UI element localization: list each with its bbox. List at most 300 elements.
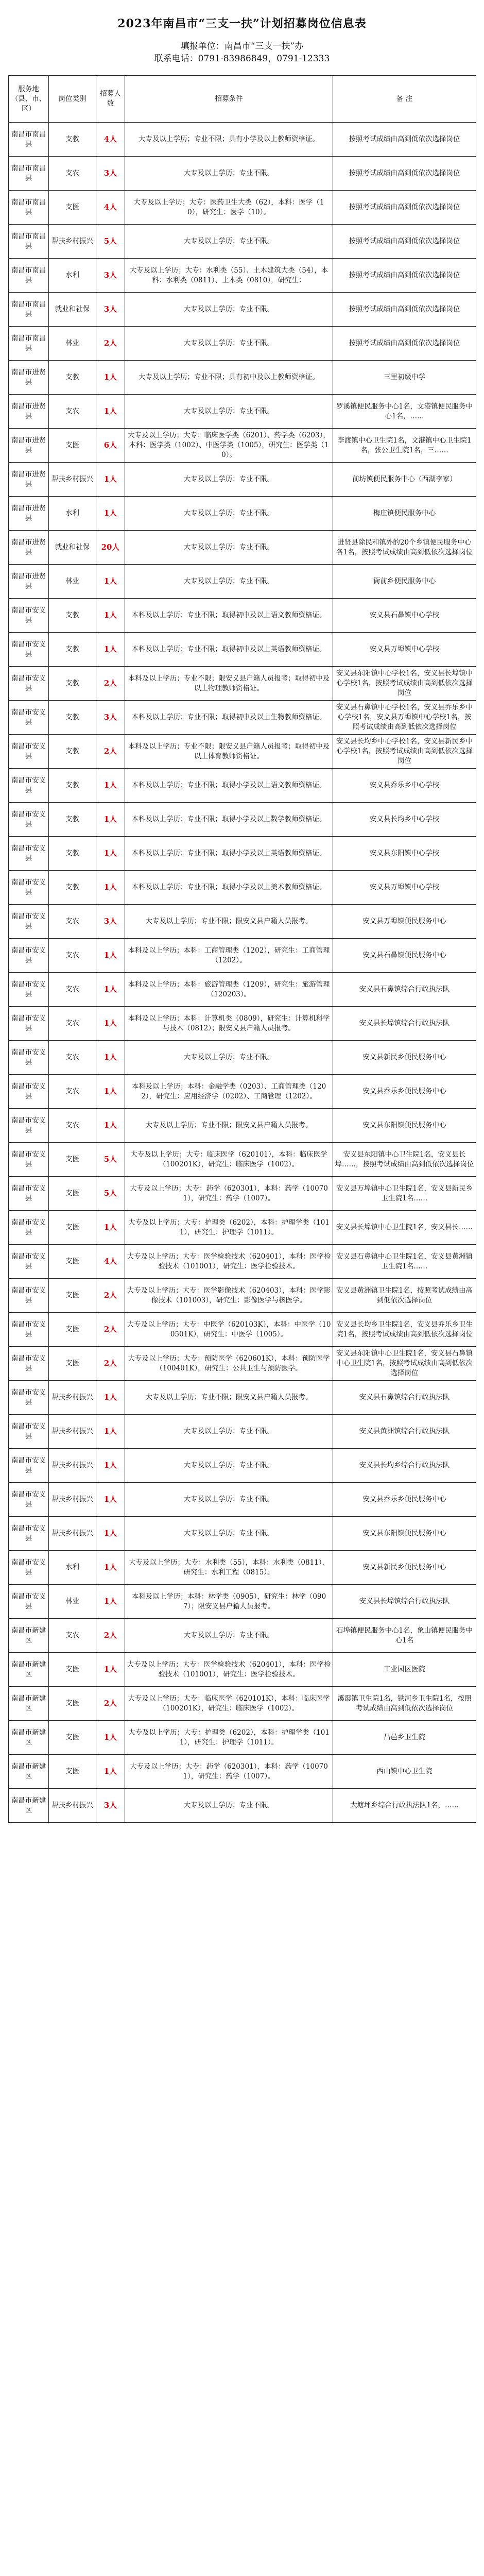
area-cell: 南昌市进贤县 [9,531,49,565]
area-cell: 南昌市安义县 [9,905,49,939]
table-row [9,769,476,803]
category-cell: 支农 [49,1075,96,1109]
conditions-cell: 大专及以上学历；大专：水利类（55），本科：水利类（0811），研究生：水利工程（0815）。 [125,1551,333,1585]
area-cell: 南昌市新建区 [9,1619,49,1653]
area-cell: 南昌市进贤县 [9,565,49,599]
count-cell: 1人 [96,599,125,633]
category-cell: 就业和社保 [49,531,96,565]
conditions-cell: 大专及以上学历；专业不限。 [125,1517,333,1551]
area-cell: 南昌市安义县 [9,735,49,769]
area-cell: 南昌市安义县 [9,871,49,905]
notes-cell: 安义县长均乡中心学校1名，安义县新民乡中心学校1名，按照考试成绩由高到低依次选择岗位 [333,735,476,769]
notes-cell: 安义县长埠镇综合行政执法队 [333,1007,476,1041]
notes-cell: 安义县东阳镇中心卫生院1名，安义县石鼻镇中心卫生院1名，按照考试成绩由高到低依次选择岗位 [333,1347,476,1381]
area-cell: 南昌市南昌县 [9,293,49,327]
notes-cell: 前坊镇便民服务中心（西湖李家） [333,463,476,497]
area-cell: 南昌市安义县 [9,803,49,837]
notes-cell: 安义县石鼻镇综合行政执法队 [333,1381,476,1415]
area-cell: 南昌市安义县 [9,1415,49,1449]
category-cell: 水利 [49,497,96,531]
notes-cell: 安义县石鼻镇综合行政执法队 [333,973,476,1007]
conditions-cell: 大专及以上学历；专业不限。 [125,1415,333,1449]
category-cell: 支农 [49,157,96,191]
notes-cell: 安义县万埠镇中心学校 [333,633,476,667]
conditions-cell: 大专及以上学历；专业不限；限安义县户籍人员报考。 [125,905,333,939]
table-row [9,429,476,463]
notes-cell: 按照考试成绩由高到低依次选择岗位 [333,259,476,293]
category-cell: 支教 [49,735,96,769]
area-cell: 南昌市安义县 [9,939,49,973]
table-row [9,1789,476,1823]
table-row [9,1415,476,1449]
area-cell: 南昌市安义县 [9,769,49,803]
notes-cell: 罗溪镇便民服务中心1名，文港镇便民服务中心1名，…… [333,395,476,429]
table-row [9,871,476,905]
count-cell: 2人 [96,1619,125,1653]
conditions-cell: 本科及以上学历；专业不限；取得小学及以上英语教师资格证。 [125,837,333,871]
category-cell: 支医 [49,1279,96,1313]
notes-cell: 安义县长均乡卫生院1名，安义县乔乐乡卫生院1名，按照考试成绩由高到低依次选择岗位 [333,1313,476,1347]
category-cell: 帮扶乡村振兴 [49,1483,96,1517]
conditions-cell: 本科及以上学历；本科：林学类（0905），研究生：林学（0907）；限安义县户籍人员报考。 [125,1585,333,1619]
count-cell: 1人 [96,361,125,395]
area-cell: 南昌市新建区 [9,1653,49,1687]
conditions-cell: 本科及以上学历；专业不限；取得初中及以上生物教师资格证。 [125,701,333,735]
table-row [9,1177,476,1211]
category-cell: 支教 [49,361,96,395]
notes-cell: 安义县长埠镇中心卫生院1名，安义县长…… [333,1211,476,1245]
conditions-cell: 大专及以上学历；专业不限。 [125,225,333,259]
category-cell: 支教 [49,871,96,905]
area-cell: 南昌市安义县 [9,599,49,633]
positions-table [8,75,476,1823]
header-area: 服务地（县、市、区） [9,76,49,123]
table-row [9,395,476,429]
count-cell: 2人 [96,735,125,769]
table-row [9,1721,476,1755]
notes-cell: 西山镇中心卫生院 [333,1755,476,1789]
category-cell: 支农 [49,905,96,939]
document-title: 2023年南昌市“三支一扶”计划招募岗位信息表 [117,17,367,30]
count-cell: 3人 [96,293,125,327]
category-cell: 帮扶乡村振兴 [49,1381,96,1415]
count-cell: 4人 [96,191,125,225]
notes-cell: 安义县乔乐乡便民服务中心 [333,1075,476,1109]
table-row [9,225,476,259]
notes-cell: 安义县长均乡综合行政执法队 [333,1449,476,1483]
table-row [9,1483,476,1517]
area-cell: 南昌市新建区 [9,1755,49,1789]
count-cell: 1人 [96,497,125,531]
notes-cell: 按照考试成绩由高到低依次选择岗位 [333,123,476,157]
table-row [9,905,476,939]
conditions-cell: 大专及以上学历；专业不限。 [125,327,333,361]
area-cell: 南昌市新建区 [9,1789,49,1823]
conditions-cell: 大专及以上学历；专业不限。 [125,565,333,599]
count-cell: 20人 [96,531,125,565]
conditions-cell: 大专及以上学历；大专：中医学（620103K），本科：中医学（100501K），研究生：中医学（1005）。 [125,1313,333,1347]
conditions-cell: 大专及以上学历；大专：水利类（55）、土木建筑大类（54），本科：水利类（0811）、土木类（0810），研究生： [125,259,333,293]
table-row [9,1619,476,1653]
count-cell: 4人 [96,1245,125,1279]
category-cell: 就业和社保 [49,293,96,327]
category-cell: 帮扶乡村振兴 [49,1517,96,1551]
area-cell: 南昌市安义县 [9,1347,49,1381]
count-cell: 1人 [96,1517,125,1551]
notes-cell: 按照考试成绩由高到低依次选择岗位 [333,293,476,327]
conditions-cell: 本科及以上学历；本科：旅游管理类（1209），研究生：旅游管理（120203）。 [125,973,333,1007]
conditions-cell: 本科及以上学历；专业不限；取得初中及以上语文教师资格证。 [125,599,333,633]
category-cell: 支教 [49,803,96,837]
conditions-cell: 本科及以上学历；专业不限；取得小学及以上美术教师资格证。 [125,871,333,905]
category-cell: 支农 [49,395,96,429]
conditions-cell: 大专及以上学历；专业不限。 [125,497,333,531]
count-cell: 1人 [96,633,125,667]
notes-cell: 安义县石鼻镇便民服务中心 [333,939,476,973]
notes-cell: 安义县石鼻镇中心学校 [333,599,476,633]
area-cell: 南昌市南昌县 [9,225,49,259]
conditions-cell: 本科及以上学历；专业不限；限安义县户籍人员报考；取得初中及以上体育教师资格证。 [125,735,333,769]
count-cell: 1人 [96,837,125,871]
category-cell: 支教 [49,633,96,667]
area-cell: 南昌市安义县 [9,1109,49,1143]
table-row [9,1551,476,1585]
area-cell: 南昌市进贤县 [9,497,49,531]
table-row [9,1279,476,1313]
count-cell: 1人 [96,1109,125,1143]
conditions-cell: 本科及以上学历；本科：计算机类（0809），研究生：计算机科学与技术（0812）；限安义县户籍人员报考。 [125,1007,333,1041]
conditions-cell: 大专及以上学历；专业不限。 [125,395,333,429]
conditions-cell: 大专及以上学历；专业不限。 [125,1789,333,1823]
area-cell: 南昌市安义县 [9,1381,49,1415]
category-cell: 水利 [49,1551,96,1585]
count-cell: 5人 [96,1177,125,1211]
table-row [9,327,476,361]
table-row [9,565,476,599]
notes-cell: 梅庄镇便民服务中心 [333,497,476,531]
notes-cell: 安义县乔乐乡便民服务中心 [333,1483,476,1517]
category-cell: 支农 [49,1109,96,1143]
category-cell: 支医 [49,1143,96,1177]
category-cell: 帮扶乡村振兴 [49,1415,96,1449]
notes-cell: 进贤县除民和镇外的20个乡镇便民服务中心各1名，按照考试成绩由高到低依次选择岗位 [333,531,476,565]
count-cell: 1人 [96,463,125,497]
area-cell: 南昌市安义县 [9,837,49,871]
table-row [9,1245,476,1279]
area-cell: 南昌市进贤县 [9,361,49,395]
conditions-cell: 大专及以上学历；专业不限；限安义县户籍人员报考。 [125,1381,333,1415]
count-cell: 1人 [96,1381,125,1415]
category-cell: 支教 [49,599,96,633]
conditions-cell: 本科及以上学历；专业不限；取得小学及以上语文教师资格证。 [125,769,333,803]
count-cell: 1人 [96,769,125,803]
conditions-cell: 大专及以上学历；大专：药学（620301），本科：药学（100701），研究生：药学（1007）。 [125,1755,333,1789]
conditions-cell: 大专及以上学历；专业不限。 [125,531,333,565]
notes-cell: 按照考试成绩由高到低依次选择岗位 [333,157,476,191]
area-cell: 南昌市南昌县 [9,259,49,293]
count-cell: 3人 [96,701,125,735]
table-row [9,123,476,157]
category-cell: 支医 [49,1211,96,1245]
area-cell: 南昌市南昌县 [9,191,49,225]
category-cell: 支教 [49,769,96,803]
count-cell: 1人 [96,1415,125,1449]
table-row [9,1347,476,1381]
notes-cell: 安义县黄洲镇卫生院1名，按照考试成绩由高到低依次选择岗位 [333,1279,476,1313]
notes-cell: 安义县东阳镇中心卫生院1名，安义县长埠……，按照考试成绩由高到低依次选择岗位 [333,1143,476,1177]
conditions-cell: 本科及以上学历；本科：工商管理类（1202），研究生：工商管理（1202）。 [125,939,333,973]
count-cell: 2人 [96,1313,125,1347]
table-row [9,191,476,225]
area-cell: 南昌市进贤县 [9,463,49,497]
conditions-cell: 大专及以上学历；大专：护理类（6202），本科：护理学类（1011），研究生：护理学（1011）。 [125,1211,333,1245]
table-row [9,497,476,531]
conditions-cell: 本科及以上学历；本科：金融学类（0203）、工商管理类（1202），研究生：应用经济学（0202）、工商管理（1202）。 [125,1075,333,1109]
area-cell: 南昌市安义县 [9,1551,49,1585]
notes-cell: 安义县黄洲镇综合行政执法队 [333,1415,476,1449]
conditions-cell: 大专及以上学历；专业不限。 [125,1041,333,1075]
category-cell: 林业 [49,565,96,599]
notes-cell: 衙前乡便民服务中心 [333,565,476,599]
reporting-unit: 填报单位：南昌市“三支一扶”办 [180,41,304,52]
conditions-cell: 大专及以上学历；大专：临床医学类（6201）、药学类（6203），本科：医学类（1002）、中医学类（1005），研究生：医学类（10）。 [125,429,333,463]
notes-cell: 安义县乔乐乡中心学校 [333,769,476,803]
count-cell: 1人 [96,1585,125,1619]
conditions-cell: 大专及以上学历；专业不限。 [125,1483,333,1517]
category-cell: 支医 [49,1687,96,1721]
area-cell: 南昌市南昌县 [9,157,49,191]
notes-cell: 安义县长均乡中心学校 [333,803,476,837]
conditions-cell: 大专及以上学历；专业不限。 [125,1449,333,1483]
category-cell: 支医 [49,429,96,463]
area-cell: 南昌市安义县 [9,667,49,701]
table-row [9,1211,476,1245]
notes-cell: 安义县长埠镇综合行政执法队 [333,1585,476,1619]
table-row [9,293,476,327]
area-cell: 南昌市安义县 [9,1211,49,1245]
category-cell: 支农 [49,1619,96,1653]
count-cell: 1人 [96,1007,125,1041]
count-cell: 1人 [96,1041,125,1075]
table-row [9,939,476,973]
table-row [9,1755,476,1789]
category-cell: 支农 [49,939,96,973]
table-row [9,1109,476,1143]
count-cell: 1人 [96,565,125,599]
count-cell: 2人 [96,1687,125,1721]
table-row [9,463,476,497]
category-cell: 帮扶乡村振兴 [49,1449,96,1483]
conditions-cell: 大专及以上学历；专业不限；具有初中及以上教师资格证。 [125,361,333,395]
area-cell: 南昌市安义县 [9,1449,49,1483]
category-cell: 支医 [49,1313,96,1347]
count-cell: 4人 [96,123,125,157]
category-cell: 支教 [49,123,96,157]
conditions-cell: 大专及以上学历；专业不限。 [125,293,333,327]
category-cell: 帮扶乡村振兴 [49,225,96,259]
header-notes: 备 注 [333,76,476,123]
table-row [9,531,476,565]
category-cell: 支医 [49,191,96,225]
conditions-cell: 大专及以上学历；专业不限。 [125,1619,333,1653]
category-cell: 支教 [49,701,96,735]
count-cell: 6人 [96,429,125,463]
table-row [9,1075,476,1109]
count-cell: 1人 [96,1755,125,1789]
header-count: 招募人数 [96,76,125,123]
document-meta [8,40,476,69]
table-row [9,1381,476,1415]
table-row [9,1041,476,1075]
conditions-cell: 大专及以上学历；专业不限。 [125,463,333,497]
notes-cell: 安义县新民乡便民服务中心 [333,1551,476,1585]
conditions-cell: 大专及以上学历；大专：医学影像技术（620403），本科：医学影像技术（101003），研究生：影像医学与核医学。 [125,1279,333,1313]
count-cell: 1人 [96,939,125,973]
area-cell: 南昌市安义县 [9,1245,49,1279]
conditions-cell: 大专及以上学历；专业不限。 [125,157,333,191]
notes-cell: 安义县东阳镇便民服务中心 [333,1109,476,1143]
count-cell: 3人 [96,905,125,939]
notes-cell: 石埠镇便民服务中心1名，象山镇便民服务中心1名 [333,1619,476,1653]
count-cell: 3人 [96,259,125,293]
area-cell: 南昌市安义县 [9,633,49,667]
count-cell: 1人 [96,871,125,905]
conditions-cell: 大专及以上学历；大专：医学检验技术（620401），本科：医学检验技术（101001），研究生：医学检验技术。 [125,1245,333,1279]
category-cell: 支农 [49,1041,96,1075]
count-cell: 1人 [96,1551,125,1585]
conditions-cell: 本科及以上学历；专业不限；限安义县户籍人员报考；取得初中及以上物理教师资格证。 [125,667,333,701]
notes-cell: 按照考试成绩由高到低依次选择岗位 [333,225,476,259]
count-cell: 3人 [96,157,125,191]
category-cell: 支农 [49,973,96,1007]
table-row [9,361,476,395]
area-cell: 南昌市安义县 [9,1007,49,1041]
area-cell: 南昌市安义县 [9,1483,49,1517]
conditions-cell: 大专及以上学历；大专：医药卫生大类（62），本科：医学（10），研究生：医学（10）。 [125,191,333,225]
category-cell: 林业 [49,1585,96,1619]
category-cell: 林业 [49,327,96,361]
area-cell: 南昌市安义县 [9,1517,49,1551]
count-cell: 2人 [96,327,125,361]
category-cell: 帮扶乡村振兴 [49,463,96,497]
table-row [9,1007,476,1041]
table-row [9,157,476,191]
table-row [9,259,476,293]
area-cell: 南昌市安义县 [9,1279,49,1313]
table-row [9,1585,476,1619]
count-cell: 1人 [96,1721,125,1755]
area-cell: 南昌市安义县 [9,1313,49,1347]
area-cell: 南昌市安义县 [9,1075,49,1109]
category-cell: 支医 [49,1177,96,1211]
count-cell: 5人 [96,225,125,259]
table-row [9,837,476,871]
conditions-cell: 本科及以上学历；专业不限；取得小学及以上数学教师资格证。 [125,803,333,837]
notes-cell: 安义县万埠镇中心学校 [333,871,476,905]
contact-phone: 联系电话：0791-83986849，0791-12333 [154,54,330,64]
category-cell: 水利 [49,259,96,293]
count-cell: 3人 [96,1789,125,1823]
area-cell: 南昌市安义县 [9,973,49,1007]
category-cell: 支医 [49,1653,96,1687]
conditions-cell: 大专及以上学历；专业不限；具有小学及以上教师资格证。 [125,123,333,157]
area-cell: 南昌市新建区 [9,1721,49,1755]
notes-cell: 安义县东阳镇中心学校 [333,837,476,871]
count-cell: 2人 [96,1347,125,1381]
table-row [9,599,476,633]
count-cell: 5人 [96,1143,125,1177]
table-row [9,973,476,1007]
area-cell: 南昌市南昌县 [9,327,49,361]
area-cell: 南昌市进贤县 [9,395,49,429]
conditions-cell: 大专及以上学历；大专：临床医学（620101K），本科：临床医学（100201K），研究生：临床医学（1002）。 [125,1687,333,1721]
category-cell: 支医 [49,1721,96,1755]
table-row [9,1449,476,1483]
conditions-cell: 本科及以上学历；专业不限；取得初中及以上英语教师资格证。 [125,633,333,667]
notes-cell: 昌邑乡卫生院 [333,1721,476,1755]
category-cell: 支教 [49,667,96,701]
count-cell: 1人 [96,1075,125,1109]
area-cell: 南昌市安义县 [9,1041,49,1075]
notes-cell: 安义县东阳镇中心学校1名，安义县长埠镇中心学校1名，按照考试成绩由高到低依次选择岗位 [333,667,476,701]
notes-cell: 三里初级中学 [333,361,476,395]
conditions-cell: 大专及以上学历；大专：护理类（6202），本科：护理学类（1011），研究生：护理学（1011）。 [125,1721,333,1755]
table-header-row [9,76,476,123]
count-cell: 1人 [96,1211,125,1245]
category-cell: 支医 [49,1347,96,1381]
notes-cell: 安义县东阳镇便民服务中心 [333,1517,476,1551]
count-cell: 1人 [96,973,125,1007]
count-cell: 2人 [96,1279,125,1313]
table-row [9,701,476,735]
notes-cell: 工业园区医院 [333,1653,476,1687]
area-cell: 南昌市新建区 [9,1687,49,1721]
notes-cell: 溪霞镇卫生院1名，铁河乡卫生院1名，按照考试成绩由高到低依次选择岗位 [333,1687,476,1721]
table-row [9,633,476,667]
conditions-cell: 大专及以上学历；大专：预防医学（620601K），本科：预防医学（100401K），研究生：公共卫生与预防医学。 [125,1347,333,1381]
area-cell: 南昌市南昌县 [9,123,49,157]
conditions-cell: 大专及以上学历；大专：临床医学（620101），本科：临床医学（100201K），研究生：临床医学（1002）。 [125,1143,333,1177]
notes-cell: 大塘坪乡综合行政执法队1名，…… [333,1789,476,1823]
table-body [9,123,476,1823]
table-row [9,1143,476,1177]
category-cell: 支医 [49,1755,96,1789]
count-cell: 2人 [96,667,125,701]
conditions-cell: 大专及以上学历；大专：医学检验技术（620401），本科：医学检验技术（101001），研究生：医学检验技术。 [125,1653,333,1687]
count-cell: 1人 [96,803,125,837]
area-cell: 南昌市安义县 [9,1585,49,1619]
header-category: 岗位类别 [49,76,96,123]
area-cell: 南昌市安义县 [9,1143,49,1177]
area-cell: 南昌市安义县 [9,701,49,735]
table-row [9,735,476,769]
header-conditions: 招募条件 [125,76,333,123]
notes-cell: 按照考试成绩由高到低依次选择岗位 [333,191,476,225]
notes-cell: 安义县万埠镇便民服务中心 [333,905,476,939]
conditions-cell: 大专及以上学历；大专：药学（620301），本科：药学（100701），研究生：药学（1007）。 [125,1177,333,1211]
table-row [9,803,476,837]
conditions-cell: 大专及以上学历；专业不限；限安义县户籍人员报考。 [125,1109,333,1143]
table-row [9,1653,476,1687]
table-row [9,1687,476,1721]
notes-cell: 安义县石鼻镇中心卫生院1名，安义县黄洲镇卫生院1名…… [333,1245,476,1279]
table-row [9,667,476,701]
notes-cell: 安义县石鼻镇中心学校1名，安义县乔乐乡中心学校1名，安义县万埠镇中心学校1名，按照考试成绩由高到低依次选择岗位 [333,701,476,735]
area-cell: 南昌市进贤县 [9,429,49,463]
area-cell: 南昌市安义县 [9,1177,49,1211]
notes-cell: 安义县新民乡便民服务中心 [333,1041,476,1075]
notes-cell: 按照考试成绩由高到低依次选择岗位 [333,327,476,361]
